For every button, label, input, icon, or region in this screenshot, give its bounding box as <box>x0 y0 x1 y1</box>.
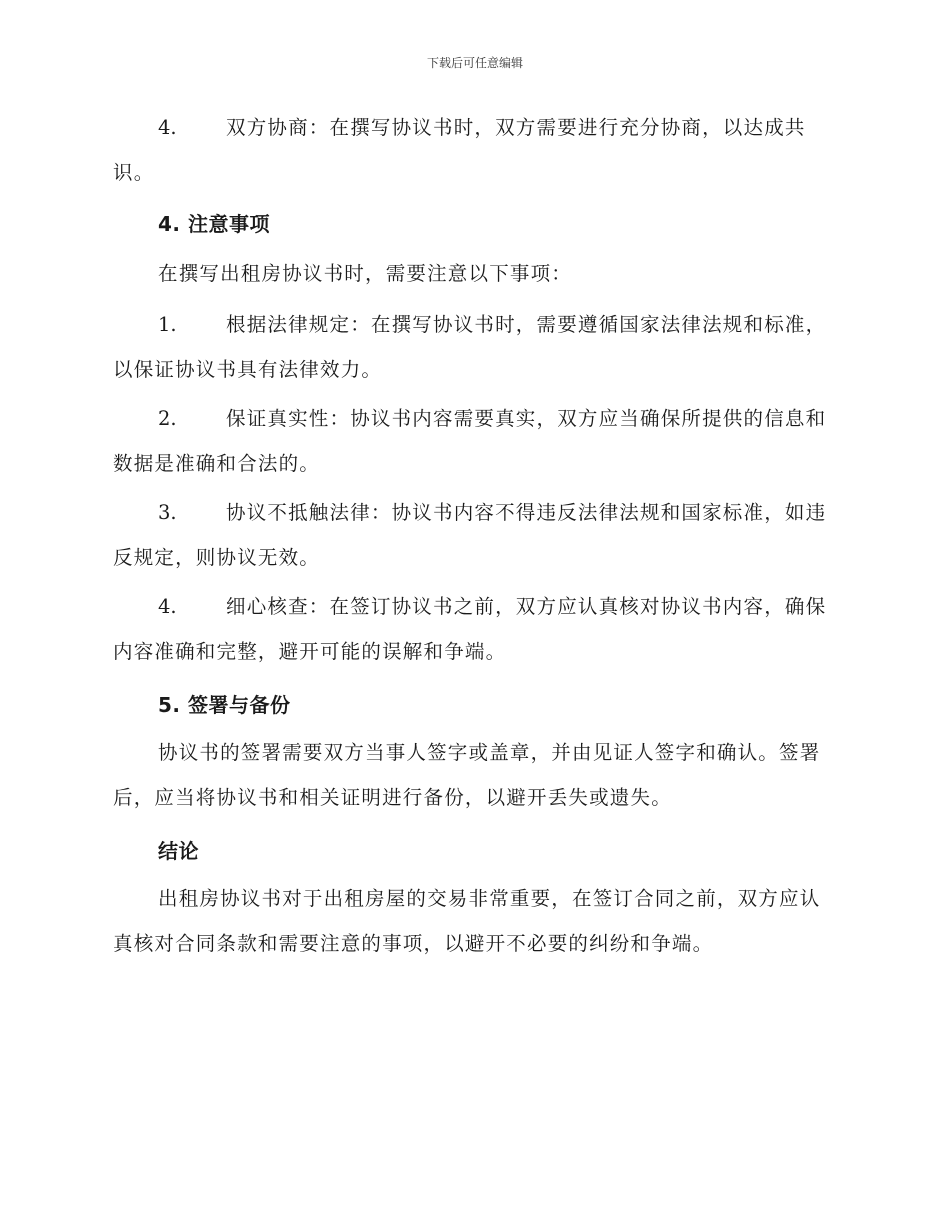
list-item-text: 协议不抵触法律：协议书内容不得违反法律法规和国家标准，如违反规定，则协议无效。 <box>113 501 827 569</box>
list-item-text: 细心核查：在签订协议书之前，双方应认真核对协议书内容，确保内容准确和完整，避开可能的误解和争端。 <box>113 595 827 663</box>
list-item <box>113 302 833 392</box>
conclusion-paragraph: 出租房协议书对于出租房屋的交易非常重要，在签订合同之前，双方应认真核对合同条款和需要注意的事项，以避开不必要的纠纷和争端。 <box>113 887 821 955</box>
list-item-number: 1. <box>158 313 177 336</box>
list-item-text: 保证真实性：协议书内容需要真实，双方应当确保所提供的信息和数据是准确和合法的。 <box>113 407 827 475</box>
list-item <box>113 396 833 486</box>
section-paragraph: 协议书的签署需要双方当事人签字或盖章，并由见证人签字和确认。签署后，应当将协议书和相关证明进行备份，以避开丢失或遗失。 <box>113 741 821 809</box>
list-item-number: 2. <box>158 407 177 430</box>
list-item-number: 4. <box>158 595 177 618</box>
list-item-text: 双方协商：在撰写协议书时，双方需要进行充分协商，以达成共识。 <box>113 116 806 184</box>
section-heading-notes: 4. 注意事项 <box>158 212 270 236</box>
section-heading-conclusion: 结论 <box>158 839 199 863</box>
list-item-number: 4. <box>158 116 177 139</box>
section-heading-signing: 5. 签署与备份 <box>158 693 291 717</box>
section-intro: 在撰写出租房协议书时，需要注意以下事项： <box>158 262 573 285</box>
list-item <box>113 105 833 195</box>
list-item <box>113 584 833 674</box>
list-item-text: 根据法律规定：在撰写协议书时，需要遵循国家法律法规和标准，以保证协议书具有法律效力。 <box>113 313 827 381</box>
list-item-number: 3. <box>158 501 177 524</box>
page-header: 下载后可任意编辑 <box>426 56 523 70</box>
list-item <box>113 490 833 580</box>
